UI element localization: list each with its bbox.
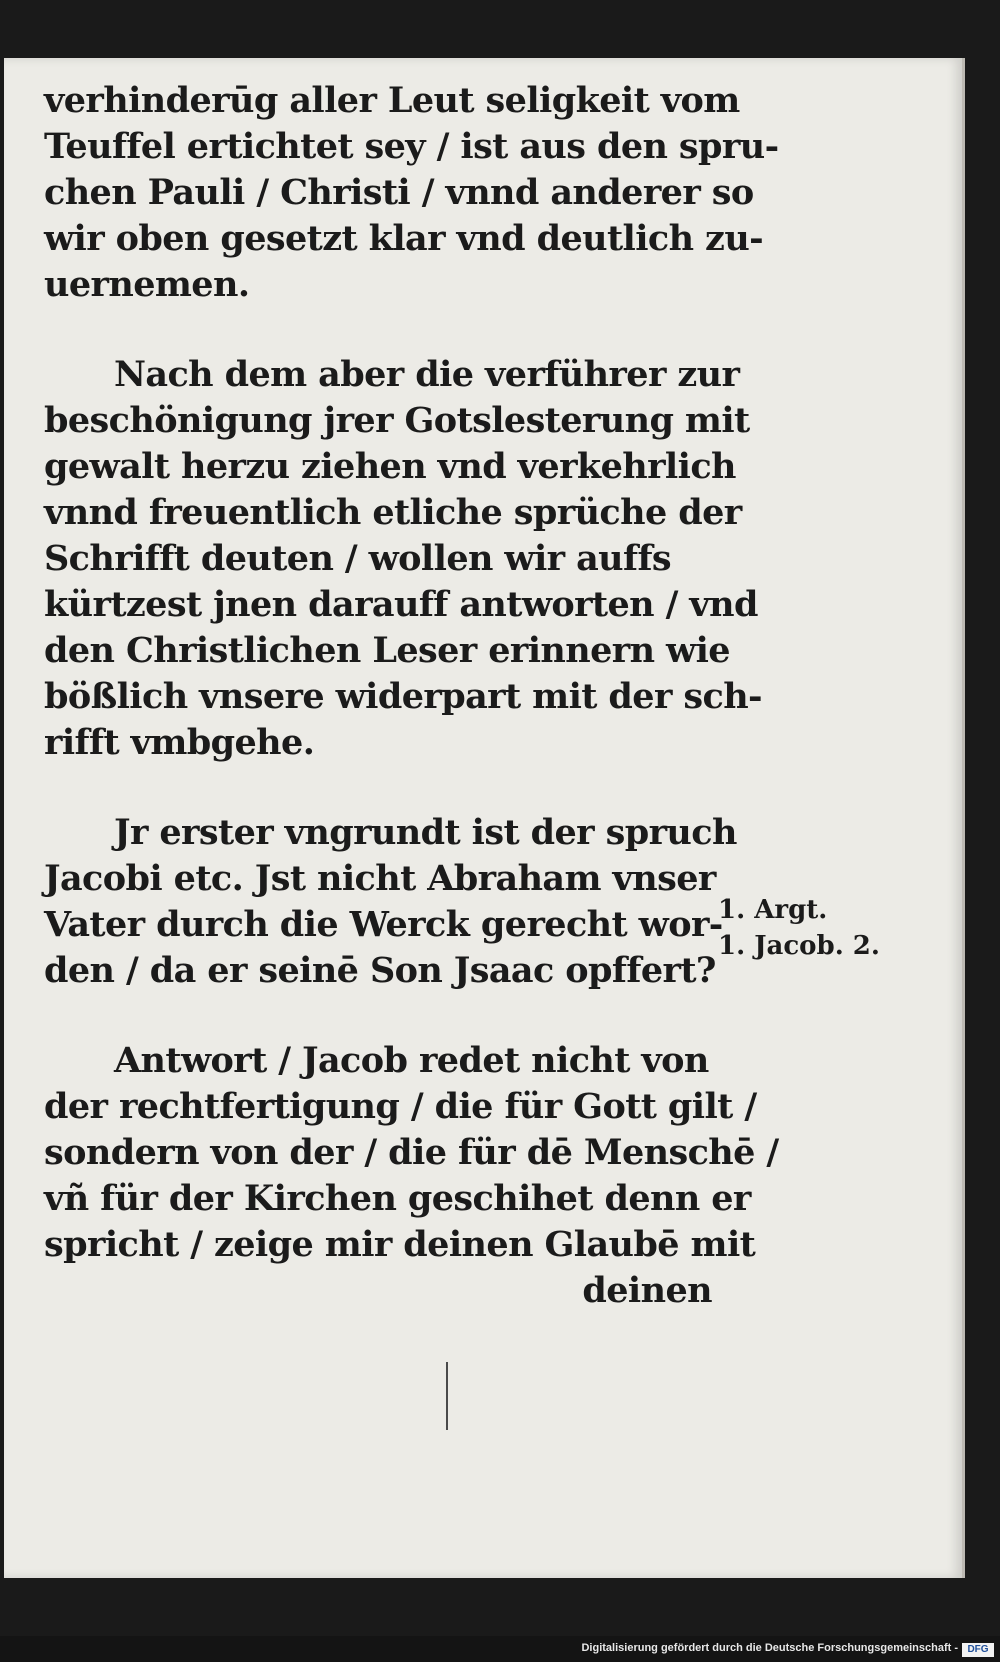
text-line: den Christlichen Leser erinnern wie — [44, 630, 730, 671]
paragraph-3 — [44, 810, 737, 994]
margin-notes — [718, 892, 908, 964]
text-line: Antwort / Jacob redet nicht von — [114, 1040, 709, 1081]
paragraph-2 — [44, 352, 762, 766]
margin-note: 1. Jacob. 2. — [718, 931, 880, 961]
paragraph-4 — [44, 1038, 779, 1314]
text-line: bößlich vnsere widerpart mit der sch- — [44, 676, 762, 717]
text-line: wir oben gesetzt klar vnd deutlich zu- — [44, 218, 764, 259]
text-line: Jacobi etc. Jst nicht Abraham vnser — [44, 858, 716, 899]
text-line: beschönigung jrer Gotslesterung mit — [44, 400, 750, 441]
text-line: vñ für der Kirchen geschihet denn er — [44, 1178, 751, 1219]
text-line: verhinderūg aller Leut seligkeit vom — [44, 80, 740, 121]
text-line: rifft vmbgehe. — [44, 722, 315, 763]
ink-stroke-mark — [446, 1362, 448, 1430]
dfg-logo: DFG — [962, 1643, 994, 1657]
digitization-credit: Digitalisierung gefördert durch die Deutsche Forschungsgemeinschaft - — [581, 1642, 958, 1654]
catchword: deinen — [582, 1270, 712, 1311]
text-line: Schrifft deuten / wollen wir auffs — [44, 538, 672, 579]
text-line: gewalt herzu ziehen vnd verkehrlich — [44, 446, 736, 487]
text-line: vnnd freuentlich etliche sprüche der — [44, 492, 742, 533]
text-line: Nach dem aber die verführer zur — [114, 354, 740, 395]
margin-note: 1. Argt. — [718, 895, 828, 925]
text-line: Jr erster vngrundt ist der spruch — [114, 812, 737, 853]
text-line: spricht / zeige mir deinen Glaubē mit — [44, 1224, 756, 1265]
text-line: chen Pauli / Christi / vnnd anderer so — [44, 172, 754, 213]
paragraph-1 — [44, 78, 779, 308]
text-line: sondern von der / die für dē Menschē / — [44, 1132, 779, 1173]
text-line: Teuffel ertichtet sey / ist aus den spru- — [44, 126, 779, 167]
text-line: der rechtfertigung / die für Gott gilt / — [44, 1086, 757, 1127]
text-line: uernemen. — [44, 264, 250, 305]
text-line: Vater durch die Werck gerecht wor- — [44, 904, 723, 945]
text-line: kürtzest jnen darauff antworten / vnd — [44, 584, 758, 625]
text-line: den / da er seinē Son Jsaac opffert? — [44, 950, 716, 991]
